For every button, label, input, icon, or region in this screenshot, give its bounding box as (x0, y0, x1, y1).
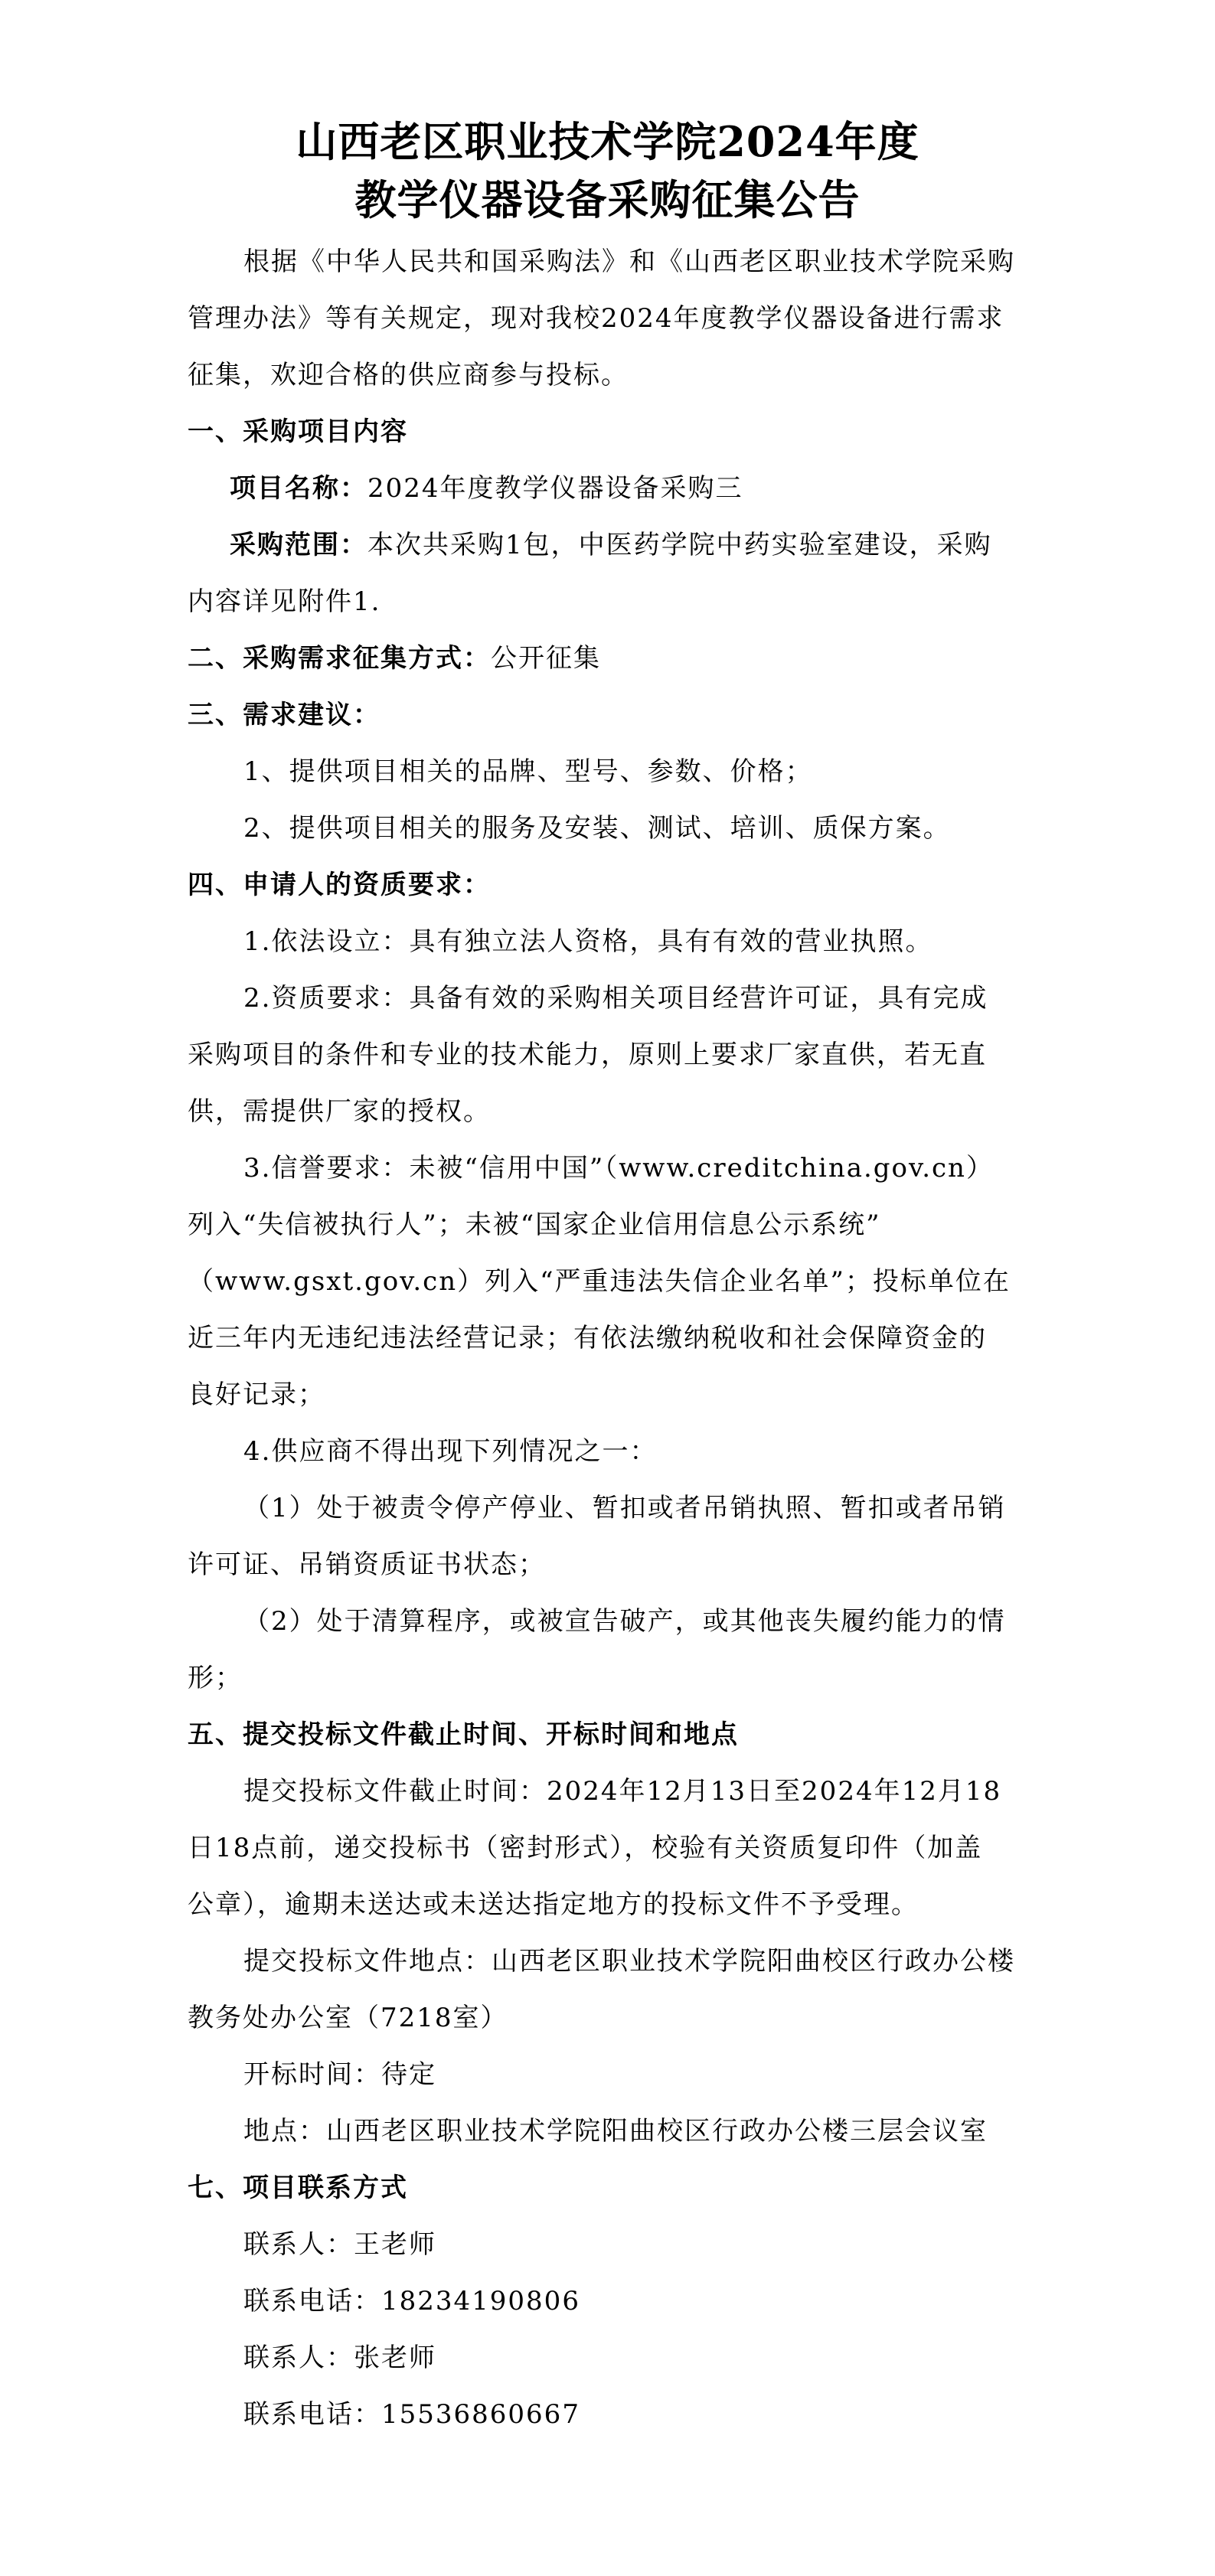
project-name-row (230, 472, 743, 505)
project-name-value: 2024年度教学仪器设备采购三 (367, 473, 743, 504)
deadline-line: 公章），逾期未送达或未送达指定地方的投标文件不予受理。 (188, 1889, 919, 1920)
contact-line: 联系电话：15536860667 (243, 2399, 580, 2430)
qualification-line: 1.依法设立：具有独立法人资格，具有有效的营业执照。 (243, 926, 933, 957)
scope-value: 本次共采购1包，中医药学院中药实验室建设，采购 (367, 530, 992, 560)
opening-time-line: 开标时间：待定 (243, 2059, 436, 2090)
qualification-line: （1）处于被责令停产停业、暂扣或者吊销执照、暂扣或者吊销 (243, 1493, 1006, 1523)
qualification-line: （www.gsxt.gov.cn）列入“严重违法失信企业名单”；投标单位在 (188, 1266, 1011, 1297)
qualification-line: 形； (188, 1663, 243, 1693)
qualification-line: 良好记录； (188, 1379, 325, 1410)
qualification-line: 2.资质要求：具备有效的采购相关项目经营许可证，具有完成 (243, 983, 988, 1014)
location-line: 地点：山西老区职业技术学院阳曲校区行政办公楼三层会议室 (243, 2116, 988, 2147)
section-heading: 七、项目联系方式 (188, 2173, 408, 2203)
document-title-line1: 山西老区职业技术学院2024年度 (296, 117, 919, 166)
contact-line: 联系人：王老师 (243, 2229, 436, 2260)
intro-line: 征集，欢迎合格的供应商参与投标。 (188, 360, 629, 390)
section-heading: 二、采购需求征集方式： (188, 643, 491, 674)
section-heading: 五、提交投标文件截止时间、开标时间和地点 (188, 1719, 739, 1750)
contact-line: 联系人：张老师 (243, 2343, 436, 2373)
qualification-line: 供，需提供厂家的授权。 (188, 1096, 491, 1127)
scope-row (230, 528, 992, 562)
suggestion-item: 2、提供项目相关的服务及安装、测试、培训、质保方案。 (243, 813, 951, 844)
deadline-line: 日18点前，递交投标书（密封形式），校验有关资质复印件（加盖 (188, 1833, 983, 1863)
section-heading: 三、需求建议： (188, 700, 381, 730)
section-heading: 四、申请人的资质要求： (188, 870, 491, 900)
qualification-line: 许可证、吊销资质证书状态； (188, 1549, 546, 1580)
deadline-line: 提交投标文件地点：山西老区职业技术学院阳曲校区行政办公楼 (243, 1946, 1015, 1977)
intro-line: 根据《中华人民共和国采购法》和《山西老区职业技术学院采购 (243, 246, 1015, 277)
scope-label: 采购范围： (230, 530, 367, 560)
deadline-line: 教务处办公室（7218室） (188, 2003, 508, 2033)
document-title-line2: 教学仪器设备采购征集公告 (354, 175, 861, 224)
qualification-line: 采购项目的条件和专业的技术能力，原则上要求厂家直供，若无直 (188, 1040, 987, 1070)
section-heading: 一、采购项目内容 (188, 416, 408, 447)
qualification-line: （2）处于清算程序，或被宣告破产，或其他丧失履约能力的情 (243, 1606, 1006, 1637)
method-value: 公开征集 (491, 643, 601, 674)
qualification-line: 列入“失信被执行人”；未被“国家企业信用信息公示系统” (188, 1210, 881, 1240)
qualification-line: 4.供应商不得出现下列情况之一： (243, 1436, 658, 1467)
qualification-line: 近三年内无违纪违法经营记录；有依法缴纳税收和社会保障资金的 (188, 1323, 987, 1353)
suggestion-item: 1、提供项目相关的品牌、型号、参数、价格； (243, 756, 813, 787)
method-row (188, 642, 601, 675)
qualification-line: 3.信誉要求：未被“信用中国”（www.creditchina.gov.cn） (243, 1153, 994, 1184)
project-name-label: 项目名称： (230, 473, 367, 504)
intro-line: 管理办法》等有关规定，现对我校2024年度教学仪器设备进行需求 (188, 303, 1004, 334)
deadline-line: 提交投标文件截止时间：2024年12月13日至2024年12月18 (243, 1776, 1002, 1807)
scope-value-cont: 内容详见附件1. (188, 586, 381, 617)
contact-line: 联系电话：18234190806 (243, 2286, 580, 2316)
